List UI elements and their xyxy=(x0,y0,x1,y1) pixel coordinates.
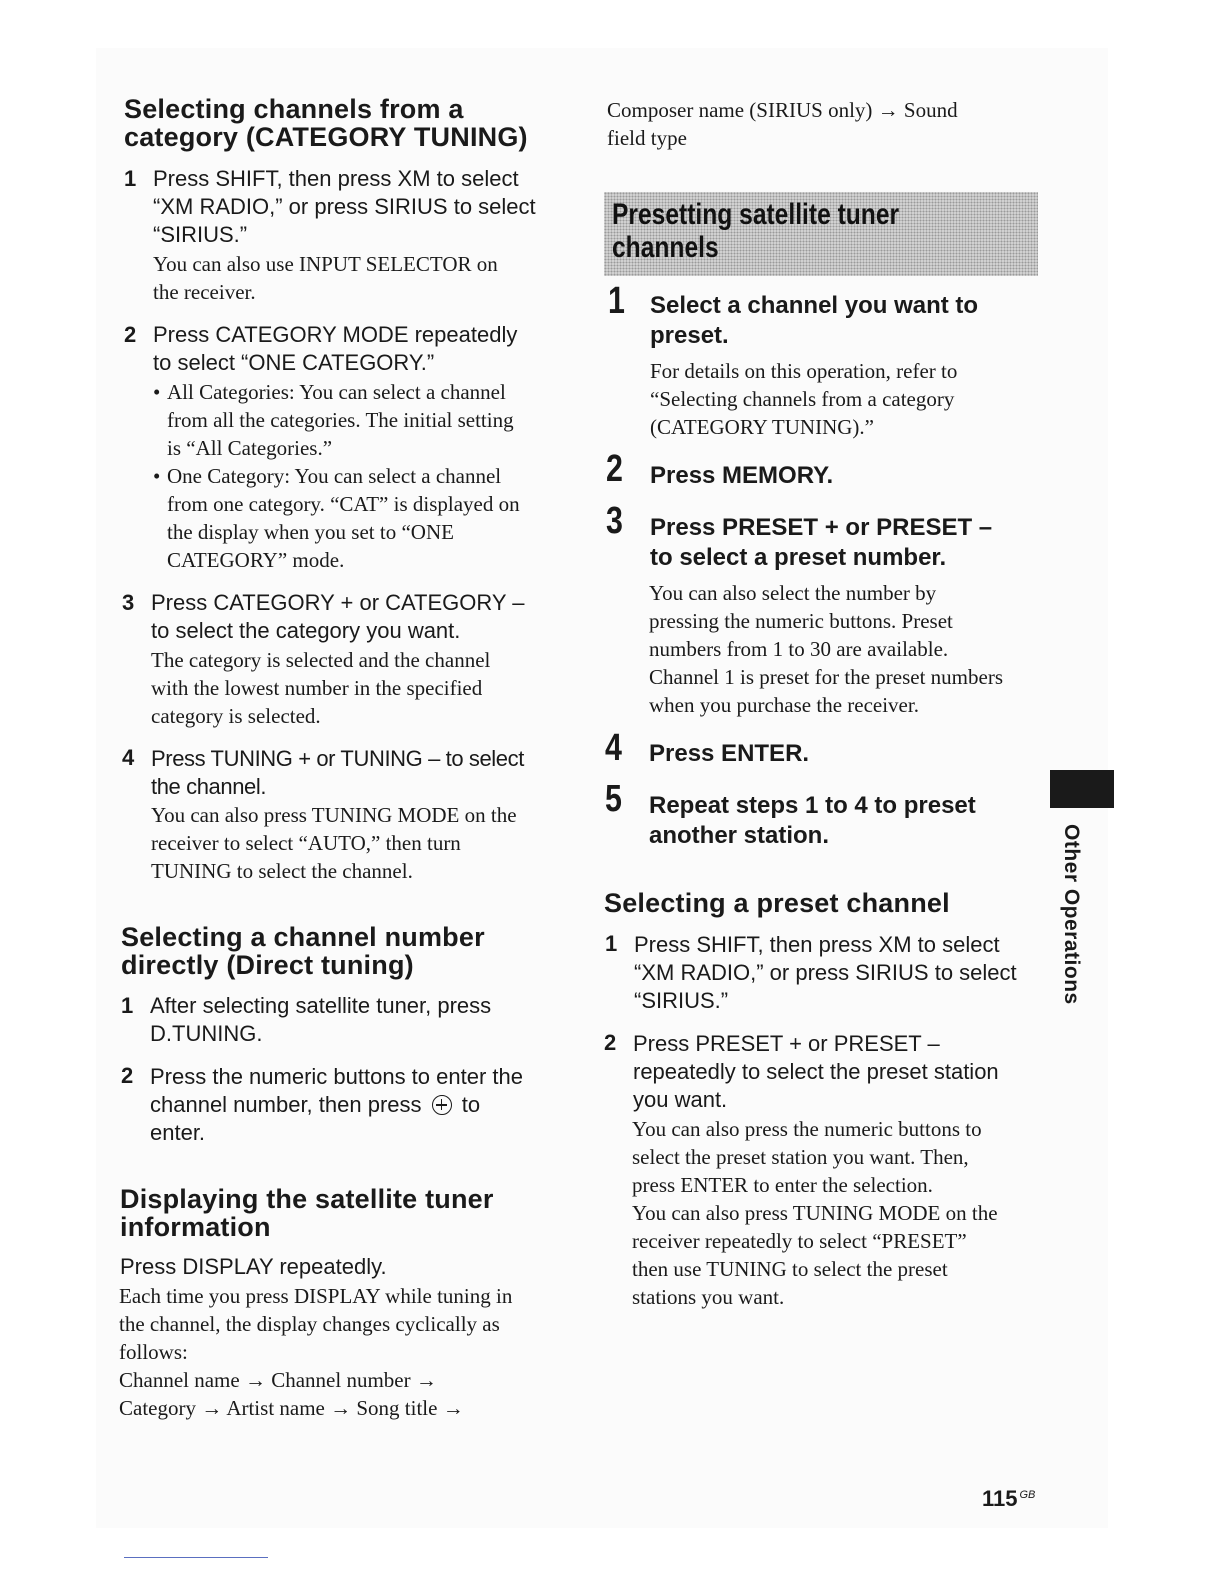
big-step-number: 2 xyxy=(606,448,623,490)
step-body: For details on this operation, refer to “Selecting channels from a category (CATEGORY TUNING).” xyxy=(650,359,958,439)
step-title: Press SHIFT, then press XM to select “XM RADIO,” or press SIRIUS to select “SIRIUS.” xyxy=(153,166,536,247)
bullet-marker: • xyxy=(153,380,161,404)
big-step-number: 5 xyxy=(605,778,622,820)
step-body: You can also select the number by pressing the numeric buttons. Preset numbers from 1 to 30 are available. Channel 1 is preset for the preset numbers when you purchase the receiver. xyxy=(649,581,1003,717)
big-step-title: Press MEMORY. xyxy=(650,462,834,489)
heading-category-tuning: Selecting channels from a category (CATEGORY TUNING) xyxy=(124,94,528,152)
step-number: 1 xyxy=(121,993,134,1018)
big-step-number: 3 xyxy=(606,500,623,542)
bullet-text: One Category: You can select a channel from one category. “CAT” is displayed on the display when you set to “ONE CATEGORY” mode. xyxy=(167,464,520,572)
step-number: 1 xyxy=(605,931,618,956)
bullet-text: All Categories: You can select a channel from all the categories. The initial setting is “All Categories.” xyxy=(167,380,514,460)
side-section-label: Other Operations xyxy=(1060,824,1083,1005)
step-title: Press CATEGORY MODE repeatedly to select “ONE CATEGORY.” xyxy=(153,322,518,375)
step-number: 2 xyxy=(121,1063,134,1088)
big-step-title: Repeat steps 1 to 4 to preset another station. xyxy=(649,792,976,849)
step-number: 2 xyxy=(124,322,137,347)
step-number: 2 xyxy=(604,1030,617,1055)
display-body: Each time you press DISPLAY while tuning in the channel, the display changes cyclically as follows: Channel name → Channel number → Category → Artist name → Song title → xyxy=(119,1284,513,1420)
big-step-number: 1 xyxy=(608,280,625,322)
step-title: Press TUNING + or TUNING – to select the channel. xyxy=(151,746,524,799)
big-step-title: Press ENTER. xyxy=(649,740,810,767)
page-number: 115 $^{GB}$ xyxy=(982,1486,1036,1511)
big-step-number: 4 xyxy=(605,727,622,769)
step-number: 3 xyxy=(122,590,135,615)
step-body: You can also use INPUT SELECTOR on the receiver. xyxy=(153,252,498,304)
heading-direct-tuning: Selecting a channel number directly (Direct tuning) xyxy=(121,922,485,980)
heading-display-info: Displaying the satellite tuner information xyxy=(120,1184,494,1242)
heading-select-preset: Selecting a preset channel xyxy=(604,888,950,918)
jog-enter-icon xyxy=(432,1095,452,1115)
step-number: 4 xyxy=(122,745,135,770)
step-body: You can also press TUNING MODE on the receiver to select “AUTO,” then turn TUNING to select the channel. xyxy=(151,803,517,883)
banner-title: Presetting satellite tuner channels xyxy=(612,198,900,264)
step-title: Press CATEGORY + or CATEGORY – to select the category you want. xyxy=(151,590,525,643)
step-title: Press PRESET + or PRESET – repeatedly to select the preset station you want. xyxy=(633,1031,999,1112)
step-title: Press the numeric buttons to enter the channel number, then press to enter. xyxy=(150,1064,523,1145)
step-body: You can also press the numeric buttons to select the preset station you want. Then, press ENTER to enter the selection. You can also press TUNING MODE on the receiver repeatedly to select “PRESET” then use TUNING to select the preset stations you want. xyxy=(632,1117,998,1309)
big-step-title: Select a channel you want to preset. xyxy=(650,292,979,349)
step-title: After selecting satellite tuner, press D.TUNING. xyxy=(150,993,492,1046)
big-step-title: Press PRESET + or PRESET – to select a preset number. xyxy=(650,514,993,571)
step-number: 1 xyxy=(124,166,137,191)
cycle-continued: Composer name (SIRIUS only) → Sound field type xyxy=(607,98,958,150)
step-title: Press SHIFT, then press XM to select “XM RADIO,” or press SIRIUS to select “SIRIUS.” xyxy=(634,932,1017,1013)
footer-rule xyxy=(124,1557,268,1558)
section-tab-marker xyxy=(1050,770,1114,808)
step-body: The category is selected and the channel with the lowest number in the specified category is selected. xyxy=(151,648,491,728)
bullet-marker: • xyxy=(153,464,161,488)
display-step: Press DISPLAY repeatedly. xyxy=(120,1254,387,1279)
